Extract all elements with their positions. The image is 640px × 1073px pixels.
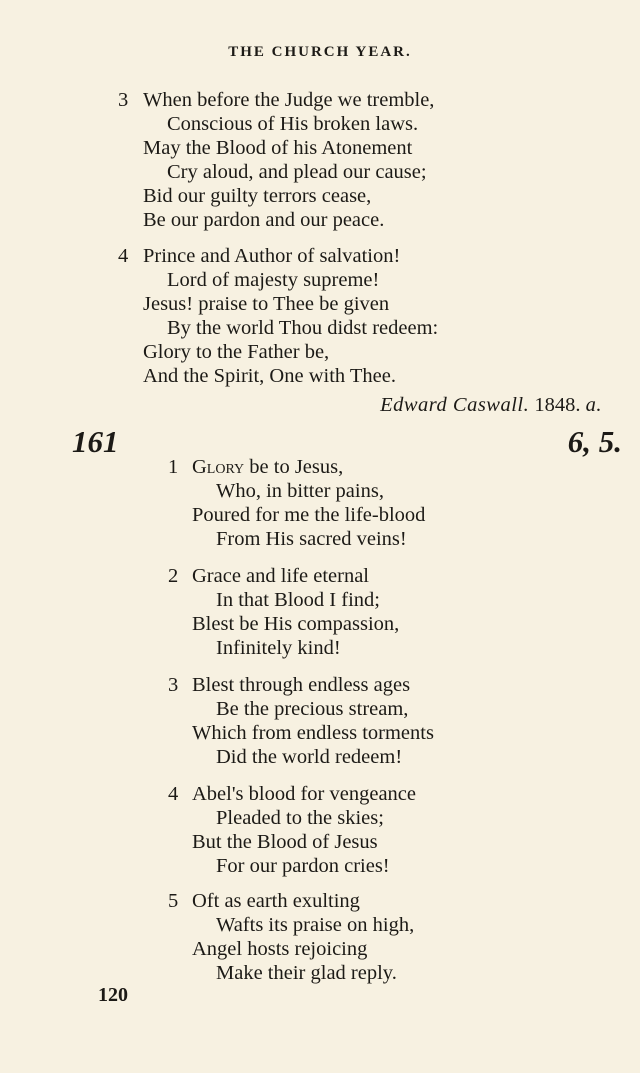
verse-line: Cry aloud, and plead our cause; — [167, 161, 427, 183]
stanza-number: 4 — [118, 245, 129, 267]
hymn-number: 161 — [72, 424, 119, 459]
verse-line: Glory to the Father be, — [143, 341, 330, 363]
verse-line: Abel's blood for vengeance — [192, 783, 416, 805]
stanza-number: 5 — [168, 890, 179, 912]
page-number: 120 — [98, 984, 128, 1006]
verse-line: Oft as earth exulting — [192, 890, 360, 912]
verse-line: By the world Thou didst redeem: — [167, 317, 439, 339]
first-word: Glory — [192, 456, 245, 478]
verse-line: When before the Judge we tremble, — [143, 89, 435, 111]
verse-line: In that Blood I find; — [216, 589, 380, 611]
verse-line: Infinitely kind! — [216, 637, 341, 659]
verse-line: Be our pardon and our peace. — [143, 209, 385, 231]
verse-line: Grace and life eternal — [192, 565, 369, 587]
verse-line: Blest be His compassion, — [192, 613, 400, 635]
verse-line: Which from endless torments — [192, 722, 434, 744]
attribution — [380, 394, 602, 417]
verse-line: For our pardon cries! — [216, 855, 390, 877]
stanza-number: 3 — [168, 674, 179, 696]
verse-line: Prince and Author of salvation! — [143, 245, 401, 267]
verse-line: Blest through endless ages — [192, 674, 411, 696]
verse-line — [192, 455, 343, 479]
verse-line: Be the precious stream, — [216, 698, 409, 720]
verse-line: But the Blood of Jesus — [192, 831, 378, 853]
verse-line: Jesus! praise to Thee be given — [143, 293, 390, 315]
stanza-number: 2 — [168, 565, 179, 587]
verse-line: Did the world redeem! — [216, 746, 403, 768]
verse-line: Who, in bitter pains, — [216, 480, 384, 502]
verse-line: And the Spirit, One with Thee. — [143, 365, 396, 387]
verse-line: May the Blood of his Atonement — [143, 137, 413, 159]
verse-line-rest: be to Jesus, — [244, 456, 344, 478]
stanza-number: 4 — [168, 783, 179, 805]
attribution-year: 1848. — [534, 394, 581, 416]
verse-line: From His sacred veins! — [216, 528, 407, 550]
attribution-mark: a. — [585, 394, 602, 416]
verse-line: Poured for me the life-blood — [192, 504, 426, 526]
hymn-meter: 6, 5. — [567, 424, 622, 459]
stanza-number: 3 — [118, 89, 129, 111]
verse-line: Lord of majesty supreme! — [167, 269, 380, 291]
running-header: THE CHURCH YEAR. — [228, 44, 412, 60]
verse-line: Pleaded to the skies; — [216, 807, 384, 829]
stanza-number: 1 — [168, 456, 179, 478]
verse-line: Make their glad reply. — [216, 962, 397, 984]
verse-line: Angel hosts rejoicing — [192, 938, 368, 960]
verse-line: Bid our guilty terrors cease, — [143, 185, 372, 207]
verse-line: Conscious of His broken laws. — [167, 113, 419, 135]
verse-line: Wafts its praise on high, — [216, 914, 415, 936]
author-name: Edward Caswall. — [380, 394, 530, 416]
